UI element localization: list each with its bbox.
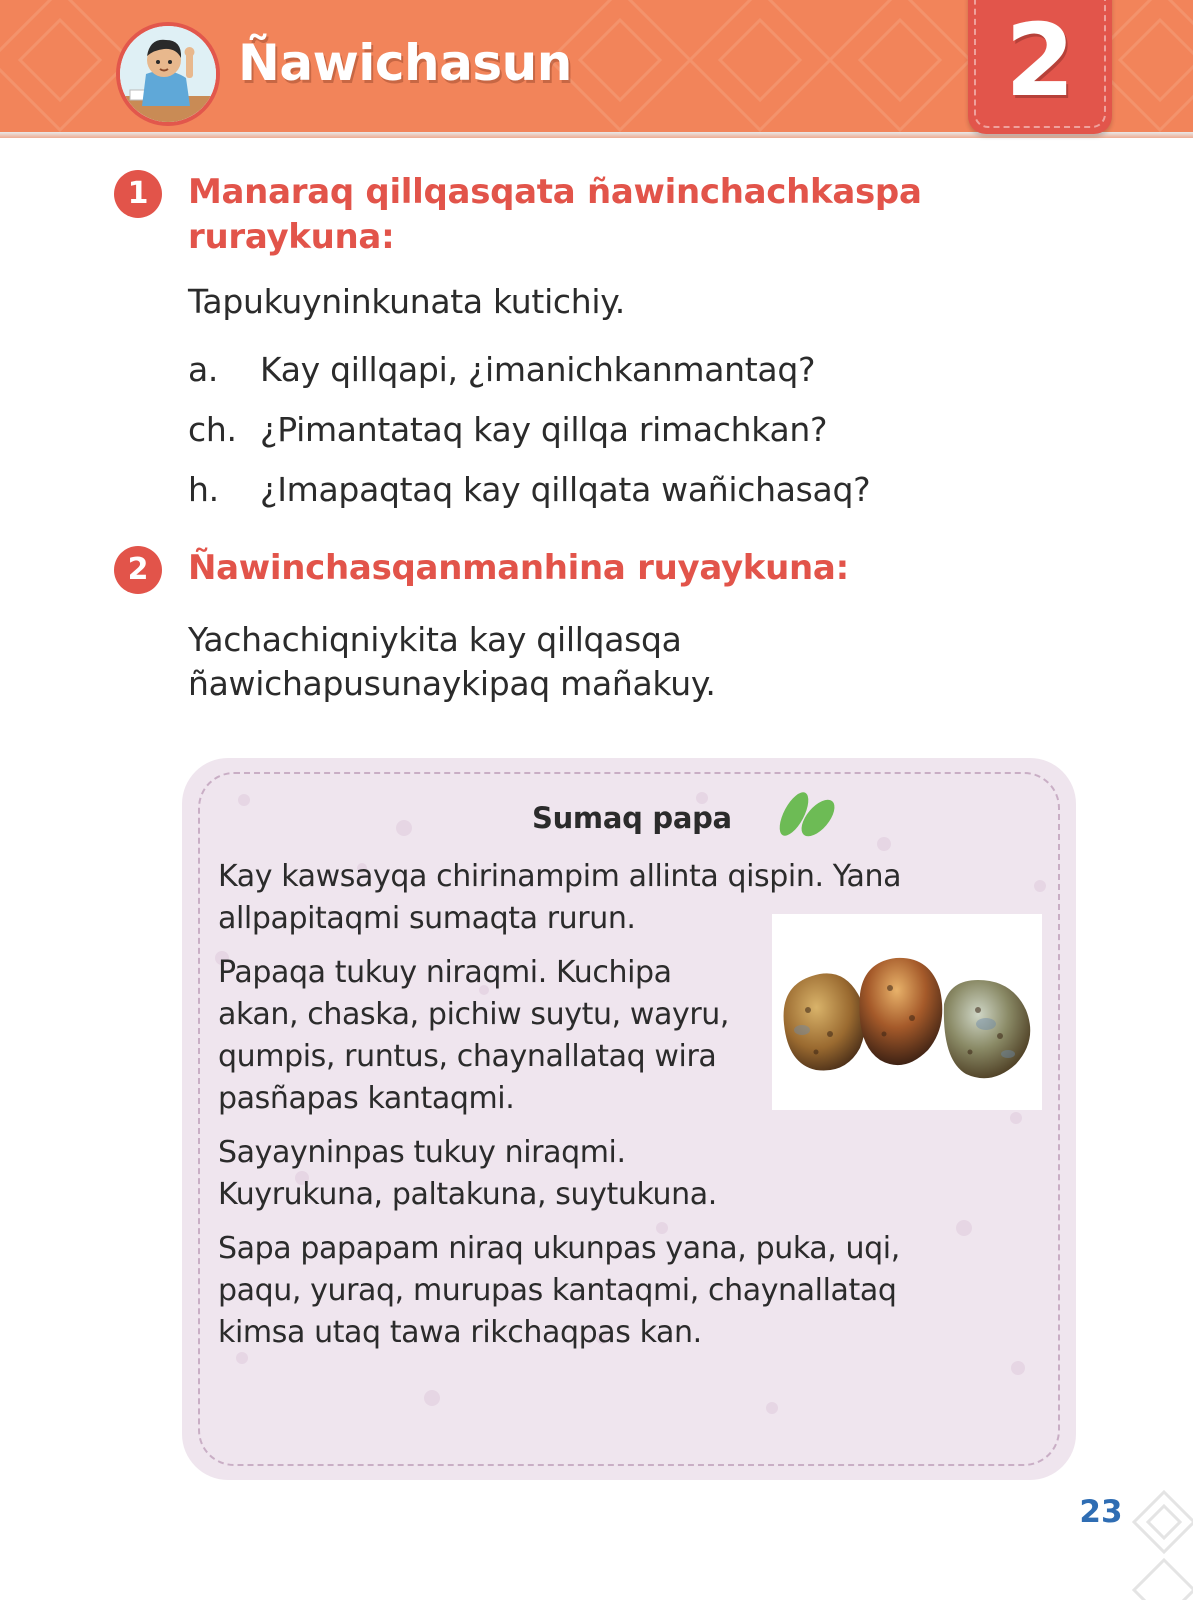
question-text: ¿Pimantataq kay qillqa rimachkan? <box>260 410 828 449</box>
reading-paragraph-4-line-2: paqu, yuraq, murupas kantaqmi, chaynallataq <box>218 1273 897 1308</box>
activity-2-instruction-line1: Yachachiqniykita kay qillqasqa <box>188 620 682 659</box>
activity-1-instruction: Tapukuyninkunata kutichiy. <box>188 282 625 321</box>
question-letter: h. <box>188 470 219 509</box>
section-title: Ñawichasun <box>238 34 572 92</box>
reading-paragraph-1-line-2: allpapitaqmi sumaqta rurun. <box>218 901 636 936</box>
activity-2-badge: 2 <box>114 546 162 594</box>
reading-paragraph-2-line-3: qumpis, runtus, chaynallataq wira <box>218 1039 717 1074</box>
question-text: Kay qillqapi, ¿imanichkanmantaq? <box>260 350 816 389</box>
green-leaves-icon <box>768 788 844 844</box>
corner-diamond-decoration <box>1124 1476 1193 1600</box>
activity-2-title: Ñawinchasqanmanhina ruyaykuna: <box>188 548 849 588</box>
unit-tab <box>968 0 1112 134</box>
reading-paragraph-2-line-1: Papaqa tukuy niraqmi. Kuchipa <box>218 955 672 990</box>
activity-2-instruction-line2: ñawichapusunaykipaq mañakuy. <box>188 664 716 703</box>
reading-paragraph-1-line-1: Kay kawsayqa chirinampim allinta qispin. Yana <box>218 859 902 894</box>
question-ch <box>188 408 827 452</box>
reading-paragraph-4-line-3: kimsa utaq tawa rikchaqpas kan. <box>218 1315 702 1350</box>
question-h <box>188 468 870 512</box>
question-letter: a. <box>188 350 219 389</box>
native-potatoes-photo <box>772 914 1042 1110</box>
reading-paragraph-2-line-4: pasñapas kantaqmi. <box>218 1081 515 1116</box>
reading-paragraph-4-line-1: Sapa papapam niraq ukunpas yana, puka, uqi, <box>218 1231 900 1266</box>
page-number: 23 <box>1079 1494 1123 1530</box>
unit-number: 2 <box>1005 2 1075 119</box>
question-a <box>188 348 815 392</box>
activity-1-badge: 1 <box>114 170 162 218</box>
activity-1-title-line2: ruraykuna: <box>188 217 395 257</box>
reading-paragraph-3-line-1: Sayayninpas tukuy niraqmi. <box>218 1135 626 1170</box>
activity-1-title-line1: Manaraq qillqasqata ñawinchachkaspa <box>188 172 922 212</box>
reading-paragraph-2-line-2: akan, chaska, pichiw suytu, wayru, <box>218 997 730 1032</box>
reading-title: Sumaq papa <box>532 801 732 835</box>
question-letter: ch. <box>188 410 237 449</box>
reading-paragraph-3-line-2: Kuyrukuna, paltakuna, suytukuna. <box>218 1177 717 1212</box>
boy-reading-icon <box>116 22 220 126</box>
question-text: ¿Imapaqtaq kay qillqata wañichasaq? <box>260 470 871 509</box>
